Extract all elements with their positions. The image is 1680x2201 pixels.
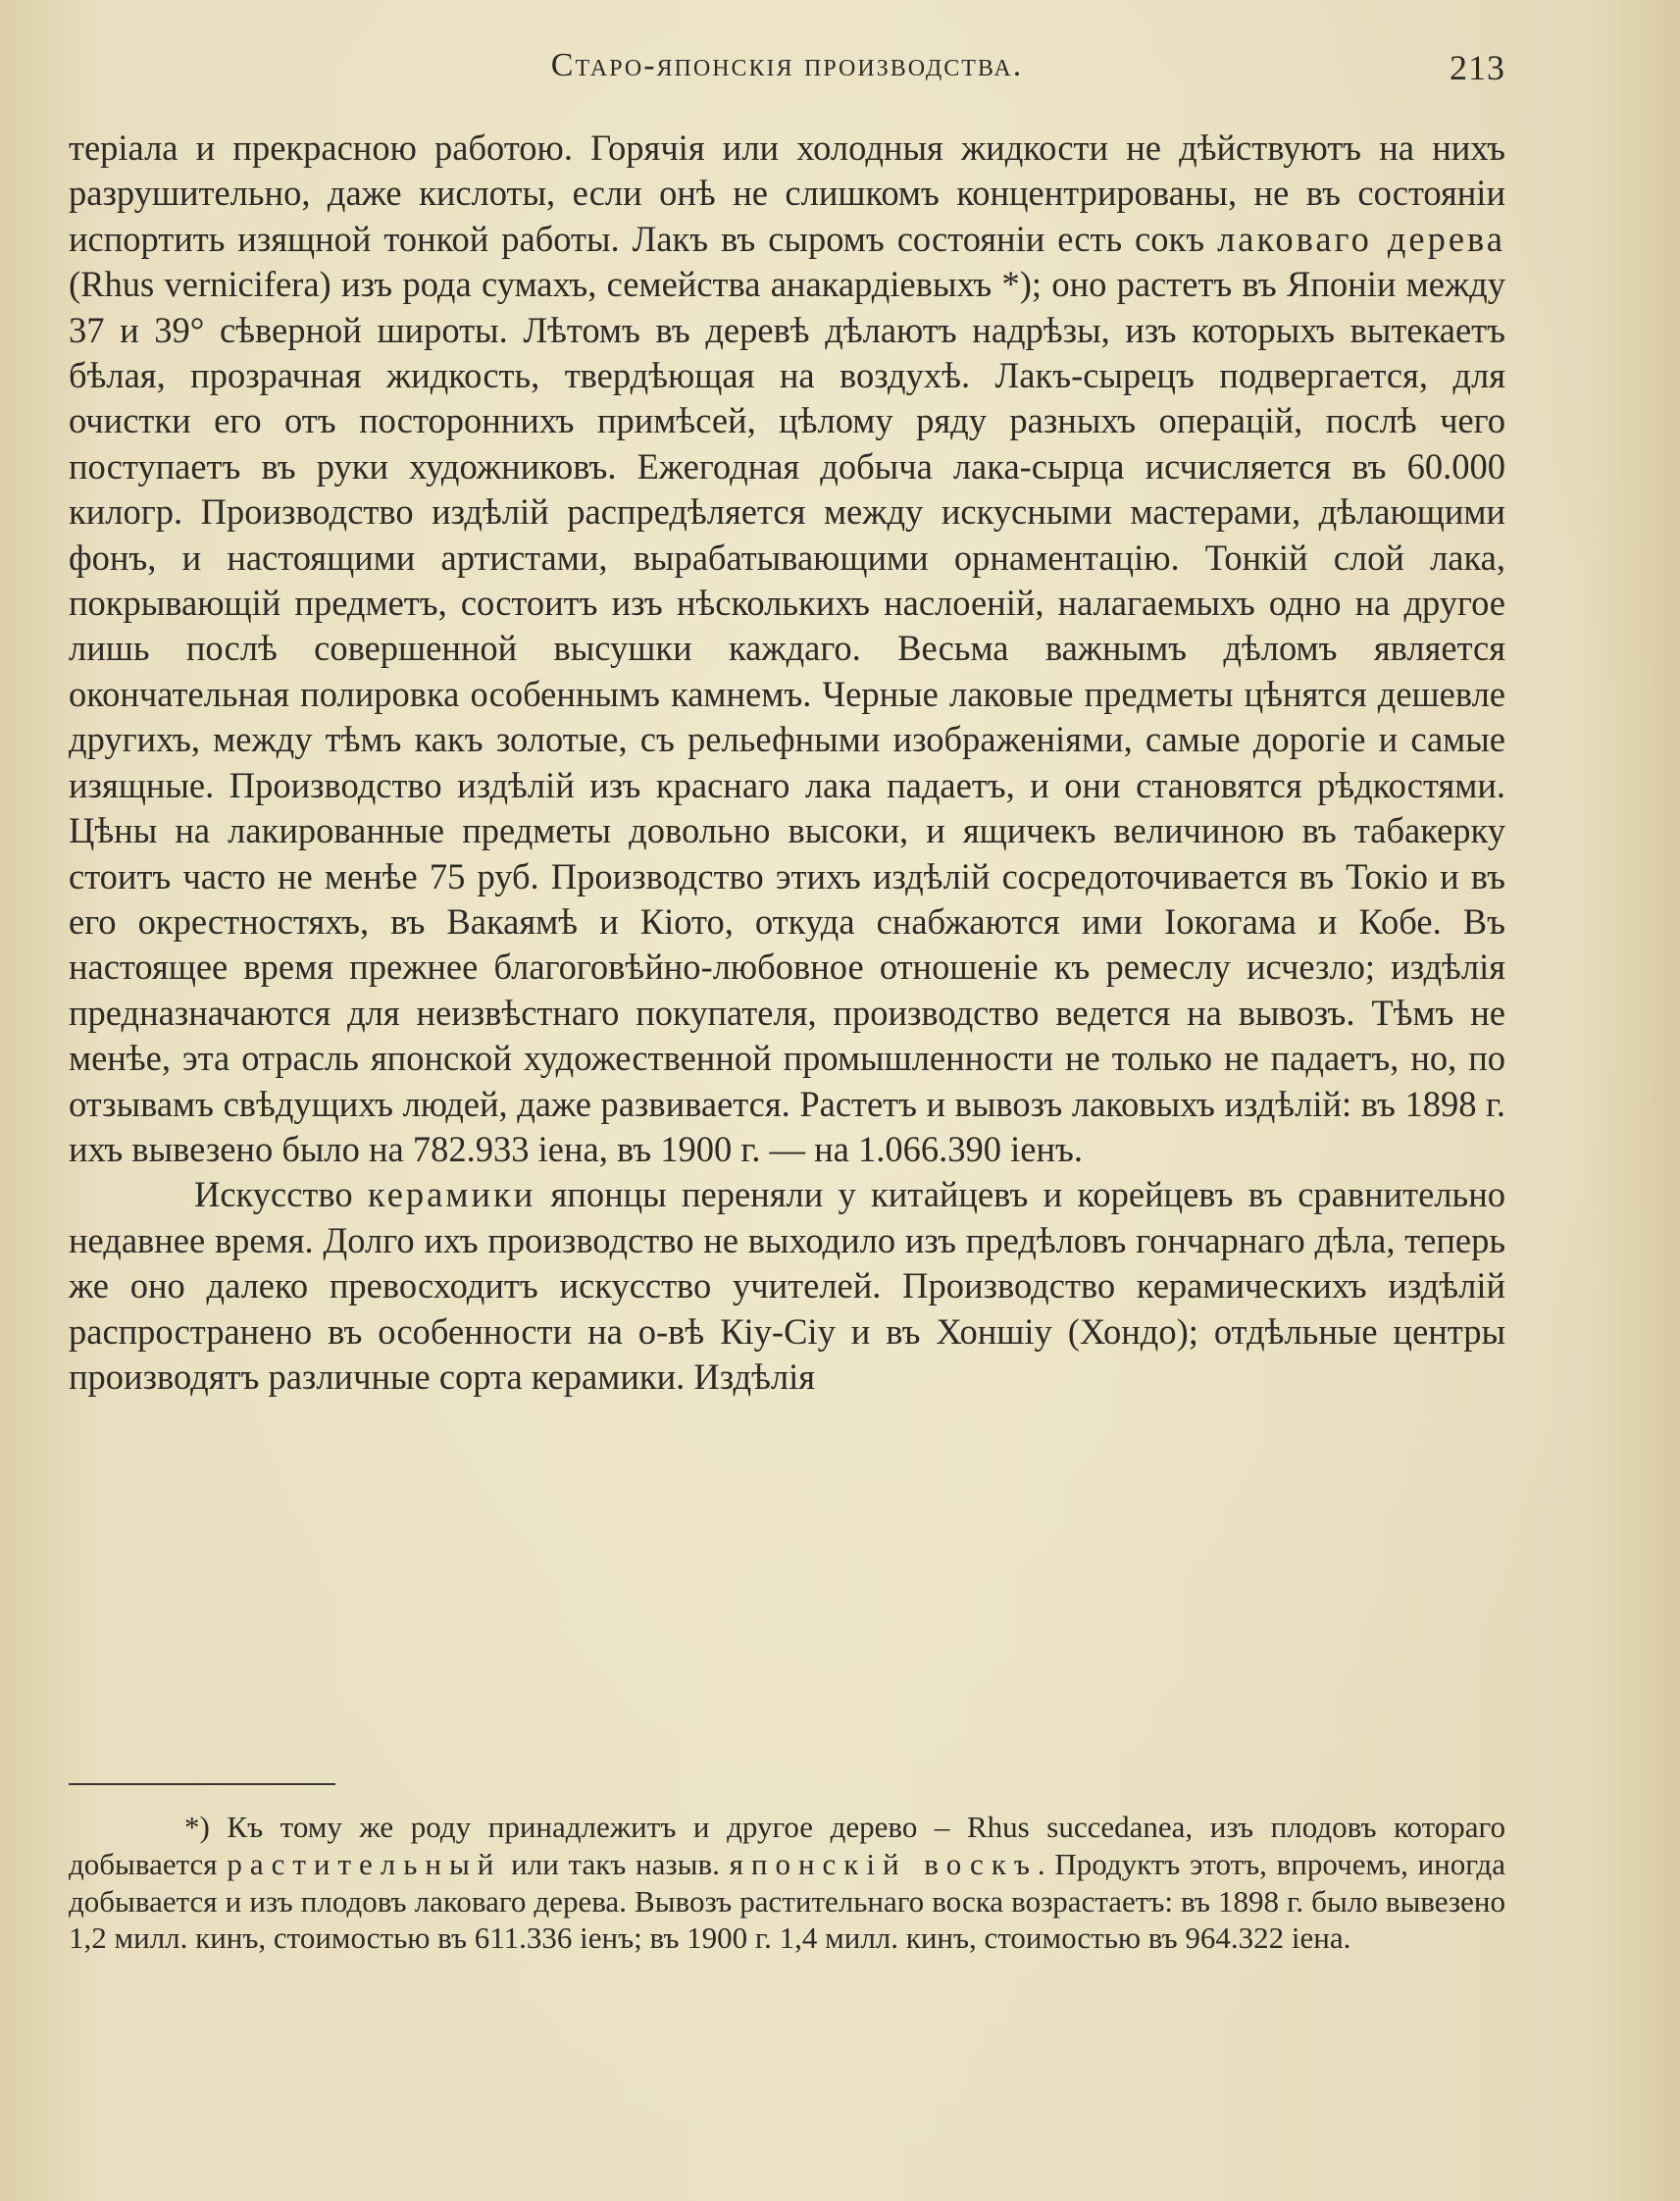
spaced-term-ceramics: керамики [367,1174,536,1215]
paragraph-ceramics-text-2: японцы переняли у китайцевъ и корейцевъ въ сравнительно недавнее время. Долго ихъ производство не выходило изъ предѣловъ гончарнаго дѣла, теперь же оно далеко превосходитъ искусство учителей. Производство керамическихъ издѣлій распространено въ особенности на о-вѣ Кіу-Сіу и въ Хоншіу (Хондо); отдѣльные центры производятъ различные сорта керамики. Издѣлія [69,1174,1505,1397]
footnote-text-1: *) Къ тому же роду принадлежитъ и другое дерево – Rhus succedanea, изъ плодовъ котораго добывается [69,1810,1505,1881]
footnote [69,1809,1505,1957]
spaced-term-japanese-wax: японскій воскъ [729,1846,1038,1881]
paragraph-lacquer-text-2: (Rhus vernicifera) изъ рода сумахъ, семейства анакардіевыхъ *); оно растетъ въ Японіи между 37 и 39° сѣверной широты. Лѣтомъ въ деревѣ дѣлаютъ надрѣзы, изъ которыхъ вытекаетъ бѣлая, прозрачная жидкость, твердѣющая на воздухѣ. Лакъ-сырецъ подвергается, для очистки его отъ постороннихъ примѣсей, цѣлому ряду разныхъ операцій, послѣ чего поступаетъ въ руки художниковъ. Ежегодная добыча лака-сырца исчисляется въ 60.000 килогр. Производство издѣлій распредѣляется между искусными мастерами, дѣлающими фонъ, и настоящими артистами, вырабатывающими орнаментацію. Тонкій слой лака, покрывающій предметъ, состоитъ изъ нѣсколькихъ наслоеній, налагаемыхъ одно на другое лишь послѣ совершенной высушки каждаго. Весьма важнымъ дѣломъ является окончательная полировка особеннымъ камнемъ. Черные лаковые предметы цѣнятся дешевле другихъ, между тѣмъ какъ золотые, съ рельефными изображеніями, самые дорогіе и самые изящные. Производство издѣлій изъ краснаго лака падаетъ, и они становятся рѣдкостями. Цѣны на лакированные предметы довольно высоки, и ящичекъ величиною въ табакерку стоитъ часто не менѣе 75 руб. Производство этихъ издѣлій сосредоточивается въ Токіо и въ его окрестностяхъ, въ Вакаямѣ и Кіото, откуда снабжаются ими Іокогама и Кобе. Въ настоящее время прежнее благоговѣйно-любовное отношеніе къ ремеслу исчезло; издѣлія предназначаются для неизвѣстнаго покупателя, производство ведется на вывозъ. Тѣмъ не менѣе, эта отрасль японской художественной промышленности не только не падаетъ, но, по отзывамъ свѣдущихъ людей, даже развивается. Растетъ и вывозъ лаковыхъ издѣлій: въ 1898 г. ихъ вывезено было на 782.933 іена, въ 1900 г. — на 1.066.390 іенъ. [69,264,1505,1169]
page-number: 213 [1450,48,1505,87]
paragraph-ceramics-text-1: Искусство [194,1174,368,1215]
spaced-term-vegetable: растительный [227,1846,502,1881]
paragraph-lacquer-text-1: теріала и прекрасною работою. Горячія или холодныя жидкости не дѣйствуютъ на нихъ разрушительно, даже кислоты, если онѣ не слишкомъ концентрированы, не въ состояніи испортить изящной тонкой работы. Лакъ въ сыромъ состояніи есть сокъ [69,128,1505,259]
paragraph-lacquer [69,126,1505,1172]
footnote-paragraph [69,1809,1505,1957]
page-header [69,47,1505,96]
running-title: Старо-японскія производства. [550,47,1024,83]
footnote-divider [69,1783,335,1785]
spaced-term-lacquer-tree: лаковаго дерева [1217,218,1505,259]
main-text [69,126,1505,1400]
paragraph-ceramics [69,1172,1505,1400]
footnote-text-2: или такъ назыв. [501,1846,730,1881]
footnote-text-3: . Продуктъ этотъ, впрочемъ, иногда добывается и изъ плодовъ лаковаго дерева. Вывозъ растительнаго воска возрастаетъ: въ 1898 г. было вывезено 1,2 милл. кинъ, стоимостью въ 611.336 іенъ; въ 1900 г. 1,4 милл. кинъ, стоимостью въ 964.322 іена. [69,1846,1505,1956]
